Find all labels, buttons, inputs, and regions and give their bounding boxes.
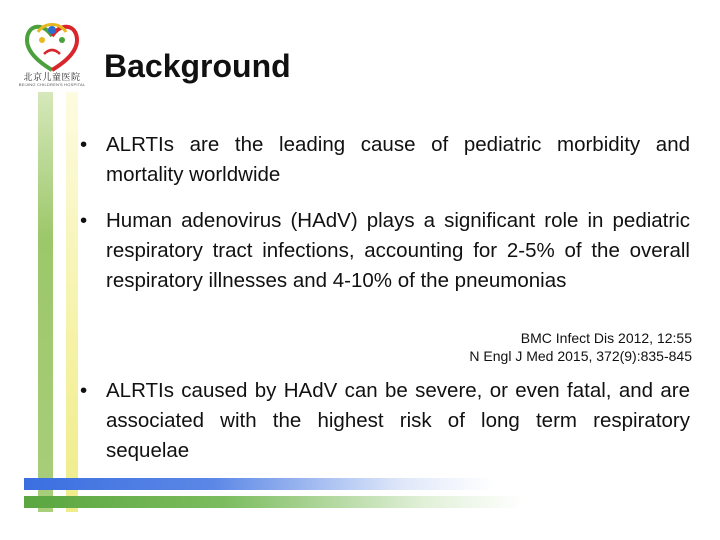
reference-citation: N Engl J Med 2015, 372(9):835-845 (469, 348, 692, 364)
bullet-marker: • (80, 379, 88, 402)
bullet-marker: • (80, 209, 88, 232)
bullet-item (80, 376, 690, 466)
bullet-text: Human adenovirus (HAdV) plays a significant role in pediatric respiratory tract infections, accounting for 2-5% of the overall respiratory illnesses and 4-10% of the pneumonias (106, 209, 690, 292)
decorative-green-vertical-bar (38, 92, 53, 512)
decorative-blue-horizontal-bar (24, 478, 494, 490)
reference-citation: BMC Infect Dis 2012, 12:55 (520, 330, 692, 346)
logo-caption: 北京儿童医院 (23, 73, 81, 83)
decorative-yellow-vertical-bar (66, 92, 78, 512)
bullet-item (80, 206, 690, 296)
bullet-text: ALRTIs caused by HAdV can be severe, or even fatal, and are associated with the highest risk of long term respiratory sequelae (106, 379, 690, 462)
decorative-green-horizontal-bar (24, 496, 524, 508)
logo-subtitle: BEIJING CHILDREN'S HOSPITAL (18, 82, 86, 87)
bullet-text: ALRTIs are the leading cause of pediatric morbidity and mortality worldwide (106, 133, 690, 186)
bullet-item (80, 130, 690, 190)
slide-title: Background (104, 48, 291, 84)
bullet-marker: • (80, 133, 88, 156)
